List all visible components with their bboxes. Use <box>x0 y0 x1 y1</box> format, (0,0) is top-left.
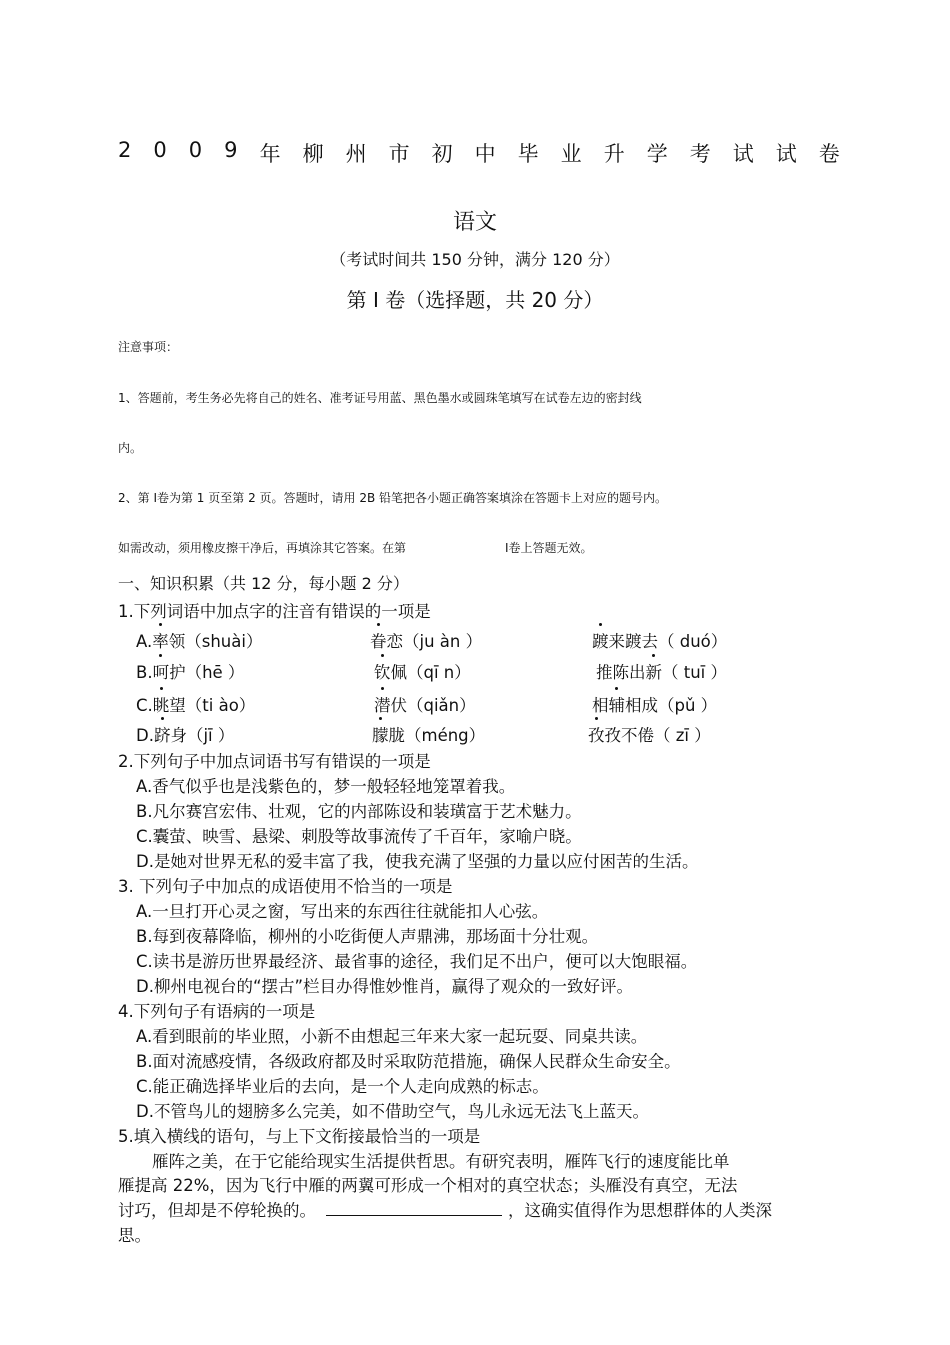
q1-option-d-1: D.跻身（jī ） <box>136 722 234 746</box>
q5-passage-line-4: 思。 <box>118 1226 151 1245</box>
q1-option-d-2: 朦胧（méng） <box>372 722 485 746</box>
q1-option-d-3: 孜孜不倦（ zī ） <box>588 722 711 746</box>
q2-option-d: D.是她对世界无私的爱丰富了我，使我充满了坚强的力量以应付困苦的生活。 <box>136 852 699 871</box>
time-info: （考试时间共 150 分钟，满分 120 分） <box>330 250 620 269</box>
q5-passage-line-1: 雁阵之美，在于它能给现实生活提供哲思。有研究表明，雁阵飞行的速度能比单 <box>152 1152 730 1171</box>
q3-option-a: A.一旦打开心灵之窗，写出来的东西往往就能扣人心弦。 <box>136 902 549 921</box>
q4-option-a: A.看到眼前的毕业照，小新不由想起三年来大家一起玩耍、同桌共读。 <box>136 1027 648 1046</box>
question-2-stem: 2.下列句子中加点词语书写有错误的一项是 <box>118 752 431 771</box>
q4-option-d: D.不管鸟儿的翅膀多么完美，如不借助空气，鸟儿永远无法飞上蓝天。 <box>136 1102 649 1121</box>
title-char: 卷 <box>818 142 840 166</box>
q3-option-d: D.柳州电视台的“摆古”栏目办得惟妙惟肖，赢得了观众的一致好评。 <box>136 977 634 996</box>
q1-option-a-3: 踱来踱去（ duó） <box>592 628 727 652</box>
title-char: 毕 <box>517 142 539 166</box>
q2-option-c: C.囊萤、映雪、悬梁、刺股等故事流传了千百年，家喻户晓。 <box>136 827 582 846</box>
title-char: 0 <box>188 138 203 162</box>
q5-passage-line-3: 讨巧，但却是不停轮换的。 ，这确实值得作为思想群体的人类深 <box>118 1201 772 1220</box>
title-char: 2 <box>118 138 132 162</box>
note-1-line-2: 内。 <box>118 441 143 455</box>
q5-passage-line-2: 雁提高 22%，因为飞行中雁的两翼可形成一个相对的真空状态；头雁没有真空，无法 <box>118 1176 738 1195</box>
note-2-line-1: 2、第 Ⅰ卷为第 1 页至第 2 页。答题时，请用 2B 铅笔把各小题正确答案填涂在答题卡上对应的题号内。 <box>118 491 668 505</box>
part-title: 第 Ⅰ 卷（选择题，共 20 分） <box>346 288 604 312</box>
title-char: 试 <box>732 142 754 166</box>
q2-option-b: B.凡尔赛宫宏伟、壮观，它的内部陈设和装璜富于艺术魅力。 <box>136 802 582 821</box>
q3-option-b: B.每到夜幕降临，柳州的小吃街便人声鼎沸，那场面十分壮观。 <box>136 927 599 946</box>
title-char: 中 <box>474 142 496 166</box>
note-2-line-2b: Ⅰ卷上答题无效。 <box>505 541 593 555</box>
section-1-heading: 一、知识积累（共 12 分，每小题 2 分） <box>118 574 409 593</box>
q1-option-b-1: B.呵护（hē ） <box>136 659 244 683</box>
title-char: 业 <box>560 142 582 166</box>
note-2-line-2a: 如需改动，须用橡皮擦干净后，再填涂其它答案。在第 <box>118 541 407 555</box>
q1-option-c-2: 潜伏（qiǎn） <box>374 692 476 716</box>
exam-title <box>118 138 840 168</box>
q2-option-a: A.香气似乎也是浅紫色的，梦一般轻轻地笼罩着我。 <box>136 777 516 796</box>
question-4-stem: 4.下列句子有语病的一项是 <box>118 1002 316 1021</box>
question-5-stem: 5.填入横线的语句，与上下文衔接最恰当的一项是 <box>118 1127 481 1146</box>
title-char: 0 <box>153 138 167 162</box>
q4-option-c: C.能正确选择毕业后的去向，是一个人走向成熟的标志。 <box>136 1077 549 1096</box>
question-1-stem: 1.下列词语中加点字的注音有错误的一项是 <box>118 602 431 621</box>
title-char: 初 <box>431 142 453 166</box>
q1-option-a-1: A.率领（shuài） <box>136 628 262 652</box>
note-1-line-1: 1、答题前，考生务必先将自己的姓名、准考证号用蓝、黑色墨水或圆珠笔填写在试卷左边的密封线 <box>118 391 642 405</box>
notes-heading: 注意事项： <box>118 340 179 354</box>
answer-blank <box>326 1201 502 1216</box>
q1-option-b-3: 推陈出新（ tuī ） <box>596 659 727 683</box>
q1-option-b-2: 钦佩（qī n） <box>374 659 471 683</box>
title-char: 升 <box>603 142 625 166</box>
title-char: 州 <box>345 142 367 166</box>
title-char: 市 <box>388 142 410 166</box>
q1-option-c-1: C.眺望（ti ào） <box>136 692 255 716</box>
q4-option-b: B.面对流感疫情，各级政府都及时采取防范措施，确保人民群众生命安全。 <box>136 1052 681 1071</box>
subject-title: 语文 <box>452 210 497 235</box>
title-char: 年 <box>259 142 281 166</box>
title-char: 学 <box>646 142 668 166</box>
q1-option-c-3: 相辅相成（pǔ ） <box>592 692 717 716</box>
title-char: 考 <box>689 142 711 166</box>
question-3-stem: 3. 下列句子中加点的成语使用不恰当的一项是 <box>118 877 453 896</box>
title-char: 9 <box>224 138 238 162</box>
title-char: 试 <box>775 142 797 166</box>
title-char: 柳 <box>302 142 324 166</box>
q3-option-c: C.读书是游历世界最经济、最省事的途径，我们足不出户，便可以大饱眼福。 <box>136 952 698 971</box>
q1-option-a-2: 眷恋（ju àn ） <box>370 628 482 652</box>
